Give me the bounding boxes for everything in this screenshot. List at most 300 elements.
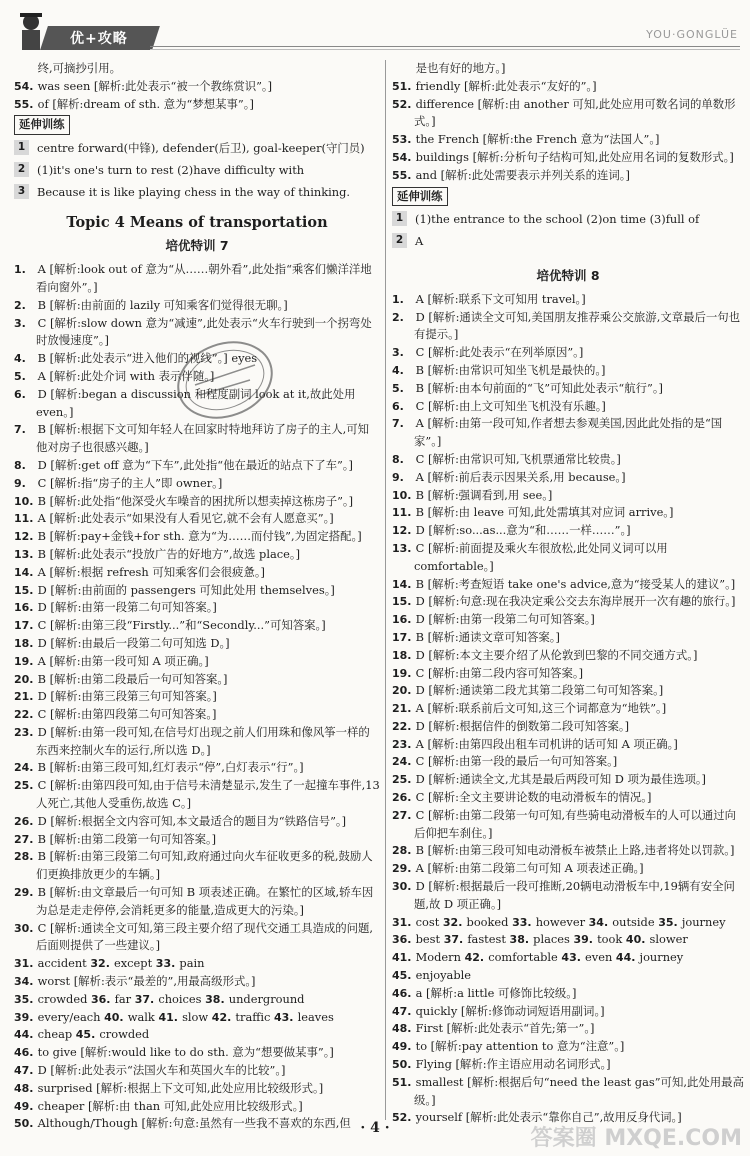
answer-entry <box>14 617 380 635</box>
answer-text: B [解析:此处表示“进入他们的视线”。] eyes <box>34 351 258 366</box>
answer-number: 24. <box>14 761 34 775</box>
left-extension-list <box>14 140 380 201</box>
fill-text: Although/Though [解析:句意:虽然有一些我不喜欢的东西,但 <box>34 1116 351 1131</box>
header-rule <box>150 46 740 47</box>
answer-number: 9. <box>14 476 26 490</box>
answer-text: B [解析:由第三段可知电动滑板车被禁止上路,违者将处以罚款。] <box>412 843 735 858</box>
watermark-logo: 答案圈 MXQE.COM <box>530 1126 742 1151</box>
answer-text: C [解析:由第三段“Firstly...”和“Secondly...”可知答案。] <box>34 618 326 633</box>
answer-text: D [解析:句意:现在我决定乘公交去东海岸展开一次有趣的旅行。] <box>412 594 736 609</box>
answer-entry <box>392 842 744 860</box>
fill-row <box>14 1009 380 1027</box>
answer-text: 终,可摘抄引用。 <box>34 61 121 75</box>
fill-text: surprised [解析:根据上下文可知,此处应用比较级形式。] <box>34 1080 324 1095</box>
answer-number: 1. <box>14 263 26 277</box>
answer-text: B [解析:由第三段第二句可知,政府通过向火车征收更多的税,鼓励人们更换排放更少的车辆。] <box>34 849 373 882</box>
answer-number: 22. <box>392 719 412 733</box>
header-pinyin: YOU·GONGLÜE <box>646 28 738 41</box>
answer-number: 13. <box>14 547 34 561</box>
answer-entry <box>14 78 380 96</box>
fill-text: accident <box>34 956 91 971</box>
answer-entry <box>14 777 380 813</box>
answer-text: B [解析:由第二段第一句可知答案。] <box>34 831 217 846</box>
answer-entry <box>14 599 380 617</box>
fill-number: 38. <box>205 992 225 1006</box>
answer-entry <box>14 261 380 297</box>
answer-entry <box>392 789 744 807</box>
fill-text: slower <box>645 932 688 947</box>
fill-number: 36. <box>392 933 412 947</box>
fill-number: 48. <box>14 1081 34 1095</box>
answer-number: 16. <box>14 601 34 615</box>
fill-number: 39. <box>14 1010 34 1024</box>
answer-number: 20. <box>392 684 412 698</box>
answer-text: A [解析:由第二段第二句可知 A 项表述正确。] <box>412 861 644 876</box>
fill-row <box>392 914 744 932</box>
answer-entry <box>392 149 744 167</box>
answer-text: B [解析:此处表示“投放广告的好地方”,故选 place。] <box>34 546 301 561</box>
section-title-7: 培优特训 7 <box>165 238 229 254</box>
answer-number: 10. <box>392 488 412 502</box>
answer-text: C [解析:此处表示“在列举原因”。] <box>412 345 584 360</box>
fill-number: 43. <box>561 951 581 965</box>
right-extension-list <box>392 211 744 251</box>
fill-row <box>14 991 380 1009</box>
answer-entry <box>392 344 744 362</box>
fill-number: 50. <box>392 1058 412 1072</box>
answer-number: 2. <box>392 310 404 324</box>
answer-entry <box>14 759 380 777</box>
answer-text: D [解析:由第一段第二句可知答案。] <box>34 600 217 615</box>
answer-text: D [解析:通读第二段尤其第二段第二句可知答案。] <box>412 683 664 698</box>
fill-number: 34. <box>588 915 609 929</box>
answer-text: was seen [解析:此处表示“被一个教练赏识”。] <box>34 78 273 93</box>
answer-number: 30. <box>392 880 412 894</box>
fill-text: First [解析:此处表示“首先;第一”。] <box>412 1021 595 1036</box>
answer-number: 7. <box>14 423 26 437</box>
answer-entry <box>392 504 744 522</box>
seal-stamp <box>170 335 280 425</box>
answer-text: A [解析:前后表示因果关系,用 because。] <box>412 469 626 484</box>
answer-entry <box>392 96 744 132</box>
answer-number: 28. <box>392 844 412 858</box>
fill-number: 43. <box>273 1010 294 1024</box>
fill-number: 41. <box>158 1010 178 1024</box>
answer-text: 是也有好的地方。] <box>412 61 506 75</box>
answer-number: 16. <box>392 613 412 627</box>
answer-text: A [解析:由第一段可知 A 项正确。] <box>34 653 209 668</box>
fill-number: 35. <box>658 915 678 929</box>
answer-number: 15. <box>392 595 412 609</box>
answer-entry <box>392 593 744 611</box>
answer-entry <box>14 546 380 564</box>
fill-number: 44. <box>14 1028 34 1042</box>
answer-text: B [解析:由第三段可知,红灯表示“停”,白灯表示“行”。] <box>34 760 304 775</box>
fill-text: quickly [解析:修饰动词短语用副词。] <box>412 1003 605 1018</box>
answer-entry <box>392 78 744 96</box>
answer-text: C [解析:由第四段可知,由于信号未清楚显示,发生了一起撞车事件,13人死亡,其他人受重伤,故选 C。] <box>34 778 380 811</box>
answer-number: 3. <box>392 346 404 360</box>
fill-text: far <box>111 991 135 1006</box>
answer-number: 15. <box>14 583 34 597</box>
fill-text: however <box>532 914 589 929</box>
answer-text: B [解析:由本句前面的“飞”可知此处表示“航行”。] <box>412 380 663 395</box>
answer-entry <box>14 635 380 653</box>
extension-text: centre forward(中锋), defender(后卫), goal-keeper(守门员) <box>37 141 365 156</box>
answer-entry <box>14 884 380 920</box>
answer-number: 25. <box>392 773 412 787</box>
fill-text: fastest <box>463 932 510 947</box>
extension-number: 1 <box>392 211 407 226</box>
fill-text: took <box>593 932 626 947</box>
answer-text: D [解析:根据信件的倒数第二段可知答案。] <box>412 718 630 733</box>
fill-row <box>392 967 744 985</box>
answer-number: 5. <box>14 369 26 383</box>
answer-number: 13. <box>392 541 412 555</box>
fill-text: leaves <box>293 1009 334 1024</box>
answer-entry <box>14 706 380 724</box>
fill-row <box>392 931 744 949</box>
answer-number: 26. <box>14 814 34 828</box>
fill-text: best <box>412 932 444 947</box>
answer-number: 52. <box>392 97 412 111</box>
answer-number: 4. <box>14 352 26 366</box>
fill-text: a [解析:a little 可修饰比较级。] <box>412 985 577 1000</box>
answer-text: C [解析:由第二段内容可知答案。] <box>412 665 584 680</box>
extension-number: 3 <box>14 184 29 199</box>
fill-number: 37. <box>443 933 464 947</box>
fill-text: crowded <box>34 991 91 1006</box>
fill-row <box>14 1062 380 1080</box>
answer-entry <box>392 576 744 594</box>
extension-item <box>392 211 744 229</box>
extension-text: Because it is like playing chess in the way of thinking. <box>37 184 350 199</box>
fill-number: 33. <box>512 915 532 929</box>
answer-text: C [解析:slow down 意为“减速”,此处表示“火车行驶到一个拐弯处时放慢速度”。] <box>34 315 372 348</box>
answer-entry <box>14 831 380 849</box>
answer-number: 54. <box>392 150 412 164</box>
answer-text: B [解析:pay+金钱+for sth. 意为“为……而付钱”,为固定搭配。] <box>34 529 362 544</box>
answer-text: of [解析:dream of sth. 意为“梦想某事”。] <box>34 96 254 111</box>
answer-number: 19. <box>14 654 34 668</box>
fill-text: pain <box>175 956 205 971</box>
answer-number: 51. <box>392 79 412 93</box>
fill-number: 46. <box>14 1046 34 1060</box>
answer-entry <box>14 653 380 671</box>
answer-entry <box>392 469 744 487</box>
answer-number: 20. <box>14 672 34 686</box>
answer-entry <box>392 291 744 309</box>
fill-number: 51. <box>392 1075 412 1089</box>
answer-number: 55. <box>14 97 34 111</box>
answer-text: difference [解析:由 another 可知,此处应用可数名词的单数形式。] <box>412 96 736 129</box>
right-column <box>392 60 744 1127</box>
answer-entry <box>392 753 744 771</box>
answer-text: D [解析:由最后一段第二句可知选 D。] <box>34 635 230 650</box>
answer-text: the French [解析:the French 意为“法国人”。] <box>412 132 660 147</box>
fill-text: cheap <box>34 1027 76 1042</box>
fill-row <box>392 1020 744 1038</box>
answer-text: C [解析:由第一段的最后一句可知答案。] <box>412 754 618 769</box>
extension-text: (1)it's one's turn to rest (2)have difficulty with <box>37 162 305 177</box>
fill-number: 40. <box>104 1010 124 1024</box>
answer-text: D [解析:get off 意为“下车”,此处指“他在最近的站点下了车”。] <box>34 457 353 472</box>
answer-entry <box>392 736 744 754</box>
answer-entry <box>14 510 380 528</box>
fill-number: 42. <box>211 1010 232 1024</box>
fill-number: 40. <box>625 933 646 947</box>
answer-number: 24. <box>392 755 412 769</box>
fill-number: 42. <box>464 951 485 965</box>
fill-text: walk <box>124 1009 159 1024</box>
answer-entry <box>392 771 744 789</box>
answer-text: C [解析:前面提及乘火车很放松,此处同义词可以用 comfortable。] <box>412 540 668 573</box>
extension-text: A <box>415 234 424 249</box>
answer-text: D [解析:began a discussion 和程度副词 look at it,故此处用 even。] <box>34 386 356 419</box>
extension-item <box>14 162 380 180</box>
fill-row <box>14 1044 380 1062</box>
fill-text: enjoyable <box>412 968 471 983</box>
extension-number: 1 <box>14 140 29 155</box>
fill-text: traffic <box>231 1009 274 1024</box>
answer-text: B [解析:由前面的 lazily 可知乘客们觉得很无聊。] <box>34 297 288 312</box>
answer-number: 25. <box>14 779 34 793</box>
fill-row <box>392 1074 744 1110</box>
fill-number: 41. <box>392 951 412 965</box>
answer-text: C [解析:由上文可知坐飞机没有乐趣。] <box>412 398 606 413</box>
answer-number: 23. <box>392 737 412 751</box>
answer-number: 5. <box>392 381 404 395</box>
answer-entry <box>392 487 744 505</box>
fill-number: 49. <box>392 1040 412 1054</box>
answer-entry <box>392 362 744 380</box>
answer-entry <box>392 647 744 665</box>
left-column <box>14 60 380 1133</box>
fill-text: booked <box>462 914 513 929</box>
answer-text: D [解析:so...as...意为“和……一样……”。] <box>412 523 631 538</box>
fill-row <box>392 1003 744 1021</box>
answer-text: C [解析:指“房子的主人”即 owner。] <box>34 475 223 490</box>
answer-entry <box>392 718 744 736</box>
answer-number: 11. <box>14 512 34 526</box>
answer-entry <box>392 60 744 78</box>
answer-text: D [解析:通读全文,尤其是最后两段可知 D 项为最佳选项。] <box>412 772 706 787</box>
fill-text: D [解析:此处表示“法国火车和英国火车的比较”。] <box>34 1063 286 1078</box>
extension-training-label-right: 延伸训练 <box>392 187 448 207</box>
extension-number: 2 <box>392 233 407 248</box>
fill-number: 31. <box>392 915 412 929</box>
answer-text: A [解析:look out of 意为“从……朝外看”,此处指“乘客们懒洋洋地看向窗外”。] <box>34 262 372 294</box>
answer-number: 30. <box>14 921 34 935</box>
answer-text: A [解析:此处表示“如果没有人看见它,就不会有人愿意买”。] <box>34 511 334 526</box>
fill-number: 45. <box>392 969 412 983</box>
answer-entry <box>392 629 744 647</box>
answer-number: 23. <box>14 725 34 739</box>
fill-number: 52. <box>392 1111 412 1125</box>
answer-number: 11. <box>392 506 412 520</box>
answer-number: 6. <box>392 399 404 413</box>
fill-row <box>14 1026 380 1044</box>
answer-number: 9. <box>392 470 404 484</box>
answer-text: A [解析:根据 refresh 可知乘客们会很疲惫。] <box>34 564 265 579</box>
fill-text: cheaper [解析:由 than 可知,此处应用比较级形式。] <box>34 1098 303 1113</box>
page-header <box>0 0 750 62</box>
fill-text: places <box>529 932 574 947</box>
answer-text: B [解析:强调看到,用 see。] <box>412 487 553 502</box>
fill-number: 47. <box>14 1064 34 1078</box>
answer-text: B [解析:此处指“他深受火车噪音的困扰所以想卖掉这栋房子”。] <box>34 493 354 508</box>
answer-entry <box>392 451 744 469</box>
fill-text: worst [解析:表示“最差的”,用最高级形式。] <box>34 974 256 989</box>
fill-row <box>392 1038 744 1056</box>
fill-text: journey <box>635 950 684 965</box>
extension-item <box>14 140 380 158</box>
answer-entry <box>392 878 744 914</box>
answer-entry <box>392 398 744 416</box>
answer-entry <box>392 807 744 843</box>
answer-entry <box>14 297 380 315</box>
fill-number: 37. <box>134 992 155 1006</box>
page-number: · 4 · <box>360 1120 390 1136</box>
answer-entry <box>14 457 380 475</box>
answer-number: 29. <box>14 886 34 900</box>
answer-number: 6. <box>14 387 26 401</box>
fill-row <box>392 1056 744 1074</box>
answer-number: 8. <box>392 452 404 466</box>
answer-number: 3. <box>14 316 26 330</box>
answer-number: 10. <box>14 494 34 508</box>
fill-number: 50. <box>14 1117 34 1131</box>
answer-text: B [解析:由文章最后一句可知 B 项表述正确。在繁忙的区域,轿车因为总是走走停停,会消耗更多的能量,造成更大的污染。] <box>34 885 374 917</box>
answer-number: 12. <box>14 530 34 544</box>
fill-text: every/each <box>34 1009 105 1024</box>
answer-text: D [解析:由第一段第二句可知答案。] <box>412 612 595 627</box>
answer-text: friendly [解析:此处表示“友好的”。] <box>412 78 597 93</box>
extension-training-label: 延伸训练 <box>14 115 70 135</box>
answer-number: 18. <box>392 648 412 662</box>
answer-number: 19. <box>392 666 412 680</box>
fill-row <box>14 1098 380 1116</box>
fill-text: underground <box>225 991 305 1006</box>
fill-number: 33. <box>155 957 176 971</box>
fill-number: 48. <box>392 1022 412 1036</box>
answer-number: 1. <box>392 292 404 306</box>
answer-entry <box>14 848 380 884</box>
answer-number: 27. <box>392 808 412 822</box>
answer-text: C [解析:由第二段第一句可知,有些骑电动滑板车的人可以通过向后仰把车刹住。] <box>412 807 737 840</box>
answer-text: A [解析:联系前后文可知,这三个词都意为“地铁”。] <box>412 701 667 716</box>
fill-text: comfortable <box>484 950 562 965</box>
answer-text: buildings [解析:分析句子结构可知,此处应用名词的复数形式。] <box>412 149 734 164</box>
answer-text: D [解析:通读全文可知,美国朋友推荐乘公交旅游,文章最后一句也有提示。] <box>412 309 741 342</box>
fill-row <box>14 1080 380 1098</box>
fill-text: outside <box>608 914 659 929</box>
answer-entry <box>14 528 380 546</box>
answer-number: 18. <box>14 636 34 650</box>
answer-number: 53. <box>392 133 412 147</box>
fill-row <box>14 955 380 973</box>
answer-entry <box>14 671 380 689</box>
right-top-entries <box>392 60 744 185</box>
answer-number: 29. <box>392 862 412 876</box>
answer-number: 2. <box>14 298 26 312</box>
fill-number: 45. <box>75 1028 96 1042</box>
answer-entry <box>392 700 744 718</box>
fill-text: yourself [解析:此处表示“靠你自己”,故用反身代词。] <box>412 1110 682 1125</box>
fill-number: 31. <box>14 957 34 971</box>
fill-text: to [解析:pay attention to 意为“注意”。] <box>412 1039 625 1054</box>
fill-number: 44. <box>615 951 636 965</box>
fill-text: slow <box>178 1009 212 1024</box>
fill-text: crowded <box>95 1027 150 1042</box>
fill-number: 32. <box>442 915 463 929</box>
right-fill-list <box>392 914 744 1128</box>
answer-number: 22. <box>14 708 34 722</box>
answer-text: A [解析:此处介词 with 表示伴随。] <box>34 368 215 383</box>
answer-entry <box>392 380 744 398</box>
fill-text: Flying [解析:作主语应用动名词形式。] <box>412 1057 611 1072</box>
answer-text: C [解析:由第四段第二句可知答案。] <box>34 707 217 722</box>
answer-entry <box>392 415 744 451</box>
answer-text: A [解析:由第四段出租车司机讲的话可知 A 项正确。] <box>412 736 678 751</box>
answer-entry <box>392 682 744 700</box>
answer-text: A [解析:联系下文可知用 travel。] <box>412 291 586 306</box>
fill-number: 38. <box>509 933 530 947</box>
answer-text: B [解析:由常识可知坐飞机是最快的。] <box>412 362 606 377</box>
answer-entry <box>392 540 744 576</box>
answer-entry <box>14 60 380 78</box>
left-fill-list <box>14 955 380 1133</box>
header-rule-secondary <box>150 49 740 50</box>
answer-entry <box>392 665 744 683</box>
answer-number: 27. <box>14 832 34 846</box>
answer-entry <box>392 522 744 540</box>
answer-number: 21. <box>14 690 34 704</box>
answer-number: 54. <box>14 79 34 93</box>
answer-text: D [解析:本文主要介绍了从伦敦到巴黎的不同交通方式。] <box>412 647 698 662</box>
fill-text: to give [解析:would like to do sth. 意为“想要做某事”。] <box>34 1045 334 1060</box>
column-divider <box>385 60 386 1120</box>
extension-number: 2 <box>14 162 29 177</box>
fill-row <box>14 973 380 991</box>
answer-number: 14. <box>392 577 412 591</box>
answer-entry <box>14 582 380 600</box>
fill-text: choices <box>154 991 206 1006</box>
answer-text: D [解析:由前面的 passengers 可知此处用 themselves。] <box>34 582 335 597</box>
section-title-8: 培优特训 8 <box>536 267 600 283</box>
answer-text: C [解析:由常识可知,飞机票通常比较贵。] <box>412 451 621 466</box>
answer-number: 17. <box>392 630 412 644</box>
answer-text: C [解析:全文主要讲论数的电动滑板车的情况。] <box>412 790 652 805</box>
answer-text: B [解析:由 leave 可知,此处需填其对应词 arrive。] <box>412 505 674 520</box>
answer-number: 8. <box>14 458 26 472</box>
answer-text: B [解析:根据下文可知年轻人在回家时特地拜访了房子的主人,可知他对房子也很感兴趣。] <box>34 422 370 455</box>
answer-number: 17. <box>14 619 34 633</box>
fill-row <box>392 985 744 1003</box>
answer-entry <box>14 920 380 956</box>
answer-text: D [解析:由第三段第三句可知答案。] <box>34 689 217 704</box>
answer-entry <box>14 475 380 493</box>
answer-entry <box>14 421 380 457</box>
fill-row <box>392 949 744 967</box>
answer-text: A [解析:由第一段可知,作者想去参观美国,因此此处指的是“国家”。] <box>412 416 723 449</box>
answer-text: D [解析:由第一段可知,在信号灯出现之前人们用珠和像风筝一样的东西来控制火车的运行,所以选 D。] <box>34 724 370 757</box>
answer-entry <box>392 611 744 629</box>
answer-text: B [解析:由第二段最后一句可知答案。] <box>34 671 228 686</box>
answer-text: C [解析:通读全文可知,第三段主要介绍了现代交通工具造成的问题,后面则提供了一些建议。] <box>34 920 374 953</box>
right-answer-list <box>392 291 744 914</box>
answer-text: and [解析:此处需要表示并列关系的连词。] <box>412 167 630 182</box>
